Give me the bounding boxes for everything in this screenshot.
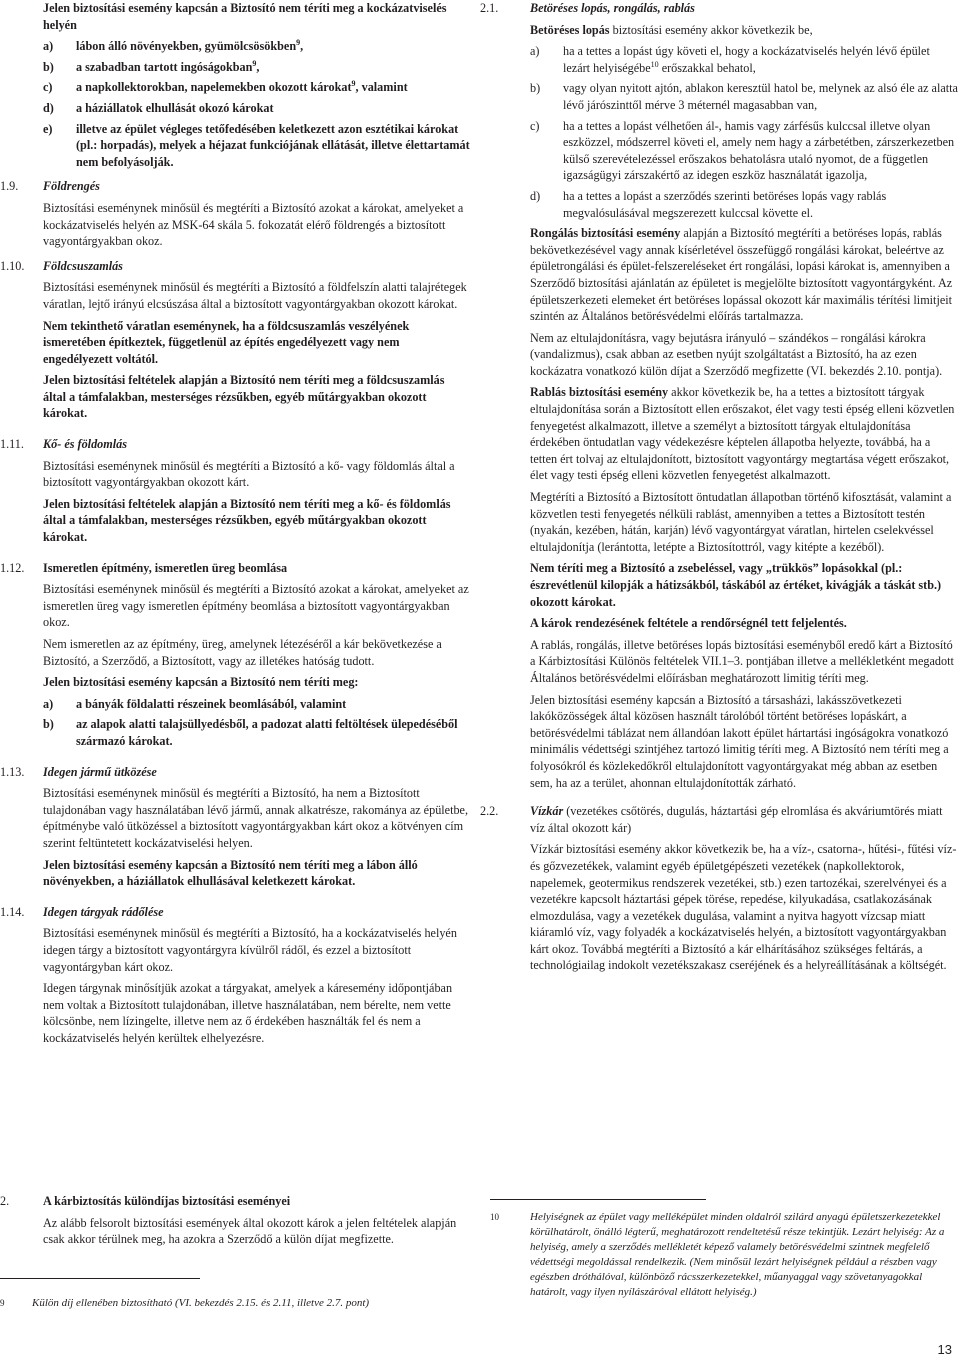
section-title: Idegen tárgyak rádőlése [43,904,164,919]
section-title: A kárbiztosítás különdíjas biztosítási eseményei [43,1194,291,1208]
list-item-text: illetve az épület végleges tetőfedésében keletkezett azon esztétikai károkat (pl.: horpadás), melyek a héjazat funkciójának ellátását, illetve élettartamát nem befolyásolják. [76,121,470,169]
footnote-divider-left [0,1278,200,1279]
list-item-label: b) [43,59,54,74]
section-2-1 [480,0,958,791]
section-number: 1.9. [0,179,19,194]
footnote-divider-right [490,1199,706,1200]
list-item-text: lábon álló növényekben, gyümölcsösökben$^9$, [76,38,304,54]
section-1-11 [0,436,470,546]
section-paragraph: Nem téríti meg a Biztosító a zsebeléssel, vagy „trükkös” lopásokkal (pl.: észrevétlenül kilopják a hátizsákból, táskából az értéket, kivágják a táskát stb.) okozott károkat. [530,561,942,609]
section-paragraph: Rablás biztosítási esemény akkor következik be, ha a tettes a biztosított tárgyak eltulajdonítása során a Biztosított ellen erőszakot, élet vagy testi épség elleni közvetlen fenyegetést alkalmazott, illetve a személyt a biztosított tárgyak eltulajdonítása érdekében öntudatlan vagy védekezésre képtelen állapotba helyezte, továbbá, ha a tetten ért tolvaj az eltulajdonított, biztosított vagyontárgy megtartása végett erőszakot, élet vagy testi épség elleni közvetlen fenyegetést alkalmazott. [530,385,955,483]
section-number: 2.2. [480,804,499,819]
list-item [530,80,958,113]
page-number: 13 [937,1342,952,1358]
section-title: Vízkár [530,804,564,819]
section-paragraph: Jelen biztosítási feltételek alapján a Biztosító nem téríti meg a földcsuszamlás által a támfalakban, mesterséges rézsűkben, egyéb műtárgyakban okozott károkat. [43,373,445,421]
section-title: Kő- és földomlás [43,437,127,452]
section-number: 2. [0,1194,10,1208]
footnote-10: 10 Helyiségnek az épület vagy melléképület minden oldalról szilárd anyagú épületszerkezetekkel körülhatárolt, önálló légterű, meghatározott rendeltetésű része tekintjük. Lezárt helyiség: Az a helyiség, amely a szerződés mellékletét képező valamely betörésvédelmi szintnek megfelelő védettségi megoldással rendelkezik. (Nem minősül lezárt helyiségnek például a részben vagy egészben dróthálóval, különböző rácsszerkezetekkel, műanyaggal vagy szövetanyagokkal határolt, vagy ilyen nyílászáróval ellátott helyiség.) [490,1211,945,1298]
section-paragraph: Betöréses lopás biztosítási esemény akkor következik be, [530,22,813,37]
section-number: 2.1. [480,1,499,15]
section-paragraph: Az alább felsorolt biztosítási események által okozott károk a jelen feltételek alapján csak akkor térülnek meg, ha azokra a Szerződő a külön díjat megfizette. [43,1215,457,1247]
section-paragraph: Biztosítási eseménynek minősül és megtéríti a Biztosító a földfelszín alatti talajrétegek váratlan, lejtő irányú elcsúszása által a biztosított vagyontárgyakban okozott károkat. [43,280,467,311]
section-1-13 [0,764,470,890]
section-paragraph: Jelen biztosítási esemény kapcsán a Biztosító nem téríti meg a lábon álló növényekben, a háziállatok elhullásával keletkezett károkat. [43,857,418,889]
section-number: 1.10. [0,258,25,273]
list-item [43,79,470,96]
list-item-label: d) [43,100,54,115]
section-paragraph: Biztosítási eseménynek minősül és megtéríti a Biztosító azokat a károkat, amelyeket az ismeretlen üreg vagy ismeretlen építmény beomlása a biztosított vagyontárgyakban okoz. [43,582,469,630]
list-item-label: d) [530,188,541,203]
list-item-label: a) [43,39,54,54]
list-item-text: ha a tettes a lopást a szerződés szerinti betöréses lopás vagy rablás megvalósulásával megszerezett kulccsal követte el. [563,188,887,220]
list-item [43,121,470,171]
section-paragraph: Biztosítási eseménynek minősül és megtéríti a Biztosító, ha nem a Biztosított tulajdonában vagy használatában lévő jármű, annak alkatrésze, rakománya az épületbe, építménybe való ütközéssel a biztosított vagyontárgyakban kárt okoz a kötvényen cím szerint feltüntetett kockázatviselési helyen. [43,786,469,850]
footnote-9: 9 Külön díj ellenében biztosítható (VI. bekezdés 2.15. és 2.11, illetve 2.7. pont) [0,1297,370,1309]
intro-heading: Jelen biztosítási esemény kapcsán a Biztosító nem téríti meg a kockázatviselés helyén [43,1,447,32]
section-paragraph: Jelen biztosítási esemény kapcsán a Biztosító nem téríti meg: [43,675,359,690]
right-column [480,0,958,979]
section-paragraph: Biztosítási eseménynek minősül és megtéríti a Biztosító a kő- vagy földomlás által a biztosított vagyontárgyakban okozott kárt. [43,458,455,490]
section-paragraph: Nem ismeretlen az az építmény, üreg, amelynek létezéséről a kár bekövetkezése a Biztosító, a Szerződő, a Biztosított, vagy az illetékes hatóság tudott. [43,637,442,668]
section-title: Idegen jármű ütközése [43,764,157,779]
list-item-label: e) [43,121,53,136]
intro-block [0,0,470,170]
section-paragraph: Jelen biztosítási feltételek alapján a Biztosító nem téríti meg a kő- és földomlás által a támfalakban, mesterséges rézsűkben, egyéb műtárgyakban okozott károkat. [43,496,451,545]
section-paragraph: Biztosítási eseménynek minősül és megtéríti a Biztosító, ha a kockázatviselés helyén idegen tárgy a biztosított vagyontárgyra kívülről rádől, és ezzel a biztosított vagyontárgyban kárt okoz. [43,926,457,974]
theft-conditions-list [480,43,958,221]
list-item-label: b) [530,81,541,96]
section-paragraph: Nem tekinthető váratlan eseménynek, ha a földcsuszamlás veszélyének ismeretében építkeztek, függetlenül az építés engedélyezett vagy nem engedélyezett voltától. [43,318,410,366]
section-title: Ismeretlen építmény, ismeretlen üreg beomlása [43,560,288,575]
section-2 [0,1193,470,1253]
section-paragraph: Idegen tárgynak minősítjük azokat a tárgyakat, amelyek a káresemény időpontjában nem voltak a Biztosított tulajdonában, illetve használatában, nem bérelte, nem vette kölcsönbe, nem lízingelte, illetve nem az ő érdekében használták fel és nem a kockázatviselés helyén kerültek elhelyezésre. [43,981,453,1045]
section-title: Betöréses lopás, rongálás, rablás [530,1,695,15]
section-paragraph: Vízkár biztosítási esemény akkor következik be, ha a víz-, csatorna-, hűtési-, fűtési víz- és gőzvezetékek, valamint egyéb épületgépészeti vezetékek (napkollektorok, napelemek, geotermikus rendszerek vezetékei, stb.) ezen tartozékai, szerelvényei és a vezetékre kapcsolt háztartási gépek törése, repedése, kilyukadása, csatlakozásának elmozdulása, vagy a vezetékek dugulása, valamint a nyitva hagyott vízcsap miatt kiáramló víz, vagy folyadék a kockázatviselés helyén, a biztosított vagyontárgyakban kárt okoz. Továbbá megtéríti a Biztosító a kár elhárításához szükséges feltárás, a technológiailag indokolt vezetékszakasz cseréjének és a helyreállításának a költségét. [530,842,957,973]
list-item [43,38,470,55]
section-1-9 [0,178,470,249]
list-item-text: vagy olyan nyitott ajtón, ablakon keresztül hatol be, melynek az alsó éle az alatta lévő járószinttől mérve 3 méternél magasabban van, [563,81,958,112]
list-item [43,59,470,76]
list-item-text: ha a tettes a lopást úgy követi el, hogy a kockázatviselés helyén lévő épület lezárt helyiségébe$^{10}$ erőszakkal behatol, [563,44,930,75]
section-1-14 [0,904,470,1047]
section-number: 1.13. [0,764,25,779]
section-paragraph: Nem az eltulajdonításra, vagy bejutásra irányuló – szándékos – rongálási károkra (vandalizmus), csak abban az esetben nyújt szolgáltatást a Biztosító, ha az ezen kockázatra vonatkozó külön díjat a Szerződő megfizette (VI. bekezdés 2.10. pontja). [530,330,943,378]
list-item [530,118,958,184]
list-item [43,100,470,117]
list-item-text: a háziállatok elhullását okozó károkat [76,100,274,115]
section-title: Földcsuszamlás [43,258,123,273]
section-number: 1.14. [0,904,25,919]
section-1-12 [0,560,470,750]
list-item-text: a napkollektorokban, napelemekben okozott károkat$^9$, valamint [76,79,408,95]
intro-list [43,38,470,170]
list-item-label: a) [530,44,540,59]
section-number: 1.12. [0,560,25,575]
section-title: Földrengés [43,179,100,194]
list-item [530,43,958,76]
list-item: b) az alapok alatti talajsüllyedésből, a padozat alatti feltöltések ülepedéséből származó károkat. [43,717,458,748]
list-item [530,188,958,221]
list-item-label: c) [530,118,540,133]
list-item: a) a bányák földalatti részeinek beomlásából, valamint [43,696,347,711]
list-item-text: a szabadban tartott ingóságokban$^9$, [76,58,260,74]
section-2-2: 2.2. Vízkár (vezetékes csőtörés, dugulás, háztartási gép elromlása és akváriumtörés miatt víz által okozott kár) Vízkár biztosítási esemény akkor következik be, ha a víz-, csatorna-, hűtési-, fűtési víz- és gőzvezetékek, valamint egyéb épületgépészeti vezetékek (napkollektorok, napelemek, geotermikus rendszerek vezetékei, stb.) ezen tartozékai, szerelvényei és a vezetékre kapcsolt háztartási gépek törése, repedése, kilyukadása, csatlakozásának elmozdulása, vagy a vezetékek dugulása, valamint a nyitva hagyott vízcsap miatt kiáramló víz, vagy folyadék a kockázatviselés helyén, a biztosított vagyontárgyakban kárt okoz. Továbbá megtéríti a Biztosító a kár elhárításához szükséges feltárás, a technológiailag indokolt vezetékszakasz cseréjének és a helyreállításának a költségét. [480,804,957,973]
list-item-text: ha a tettes a lopást vélhetően ál-, hamis vagy zárfésűs kulccsal illetve olyan eszközzel, módszerrel követi el, amely nem hagy a zárbetétben, zárszerkezetben külső szerevételezéssel erőszakos behatolásra utaló nyomot, de a független igazságügyi zárszakértő az idegen eszköz használatát igazolja, [563,118,955,183]
left-column [0,0,470,1051]
section-number: 1.11. [0,437,24,452]
section-paragraph: Rongálás biztosítási esemény alapján a Biztosító megtéríti a betöréses lopás, rablás bekövetkezésével vagy annak kísérletével összefüggő rongálási károkat, beleértve az épületrongálási és épület-felszereléseket ért rongálási, lopási károkat is, amennyiben a Szerződő biztosítási ajánlatán az épületet is megjelölte biztosított vagyontárgyként. Az épületszerkezeti elemeket ért betöréses lopással okozott kár maximális térítési limitjeit szintén az Általános betörésvédelmi előírás tartalmazza. [530,226,953,324]
section-paragraph: Megtéríti a Biztosító a Biztosított öntudatlan állapotban történő kifosztását, valamint a közvetlen testi fenyegetés nélküli rablást, amennyiben a tettes a Biztosított testén (nyakán, kezében, hátán, karján) lévő vagyontárgyat váratlan, hirtelen cselekvéssel eltulajdonítja (lerántotta, letépte a Biztosítottról, vagy kitépte a kezéből). [530,490,952,554]
section-paragraph: Jelen biztosítási esemény kapcsán a Biztosító a társasházi, lakásszövetkezeti lakóközösségek által közösen használt tárolóból történt betöréses lopáskárt, a betörésvédelmi táblázat nem állandóan lakott épület hártartási ingóságokra vonatkozó minimális védettségi szintjéhez tartozó limitig téríti meg. A Biztosító nem téríti meg a folyosókról és közlekedőkről eltulajdonított vagyontárgyakat még abban az esetben sem, ha az a terület, ahonnan eltulajdonították zárható. [530,692,949,790]
section-paragraph: A rablás, rongálás, illetve betöréses lopás biztosítási eseményből eredő kárt a Biztosító a Kárbiztosítási Különös feltételek VII.1–3. pontjában illetve a mellékletként megadott Általános betörésvédelmi előírásban meghatározott limitig téríti meg. [530,637,954,685]
list-item-label: c) [43,80,53,95]
section-1-10 [0,258,470,422]
section-paragraph: A károk rendezésének feltétele a rendőrségnél tett feljelentés. [530,616,847,631]
section-paragraph: Biztosítási eseménynek minősül és megtéríti a Biztosító azokat a károkat, amelyeket a kockázatviselés helyén az MSK-64 skála 5. fokozatát elérő földrengés a biztosított vagyontárgyakban okoz. [43,200,464,249]
